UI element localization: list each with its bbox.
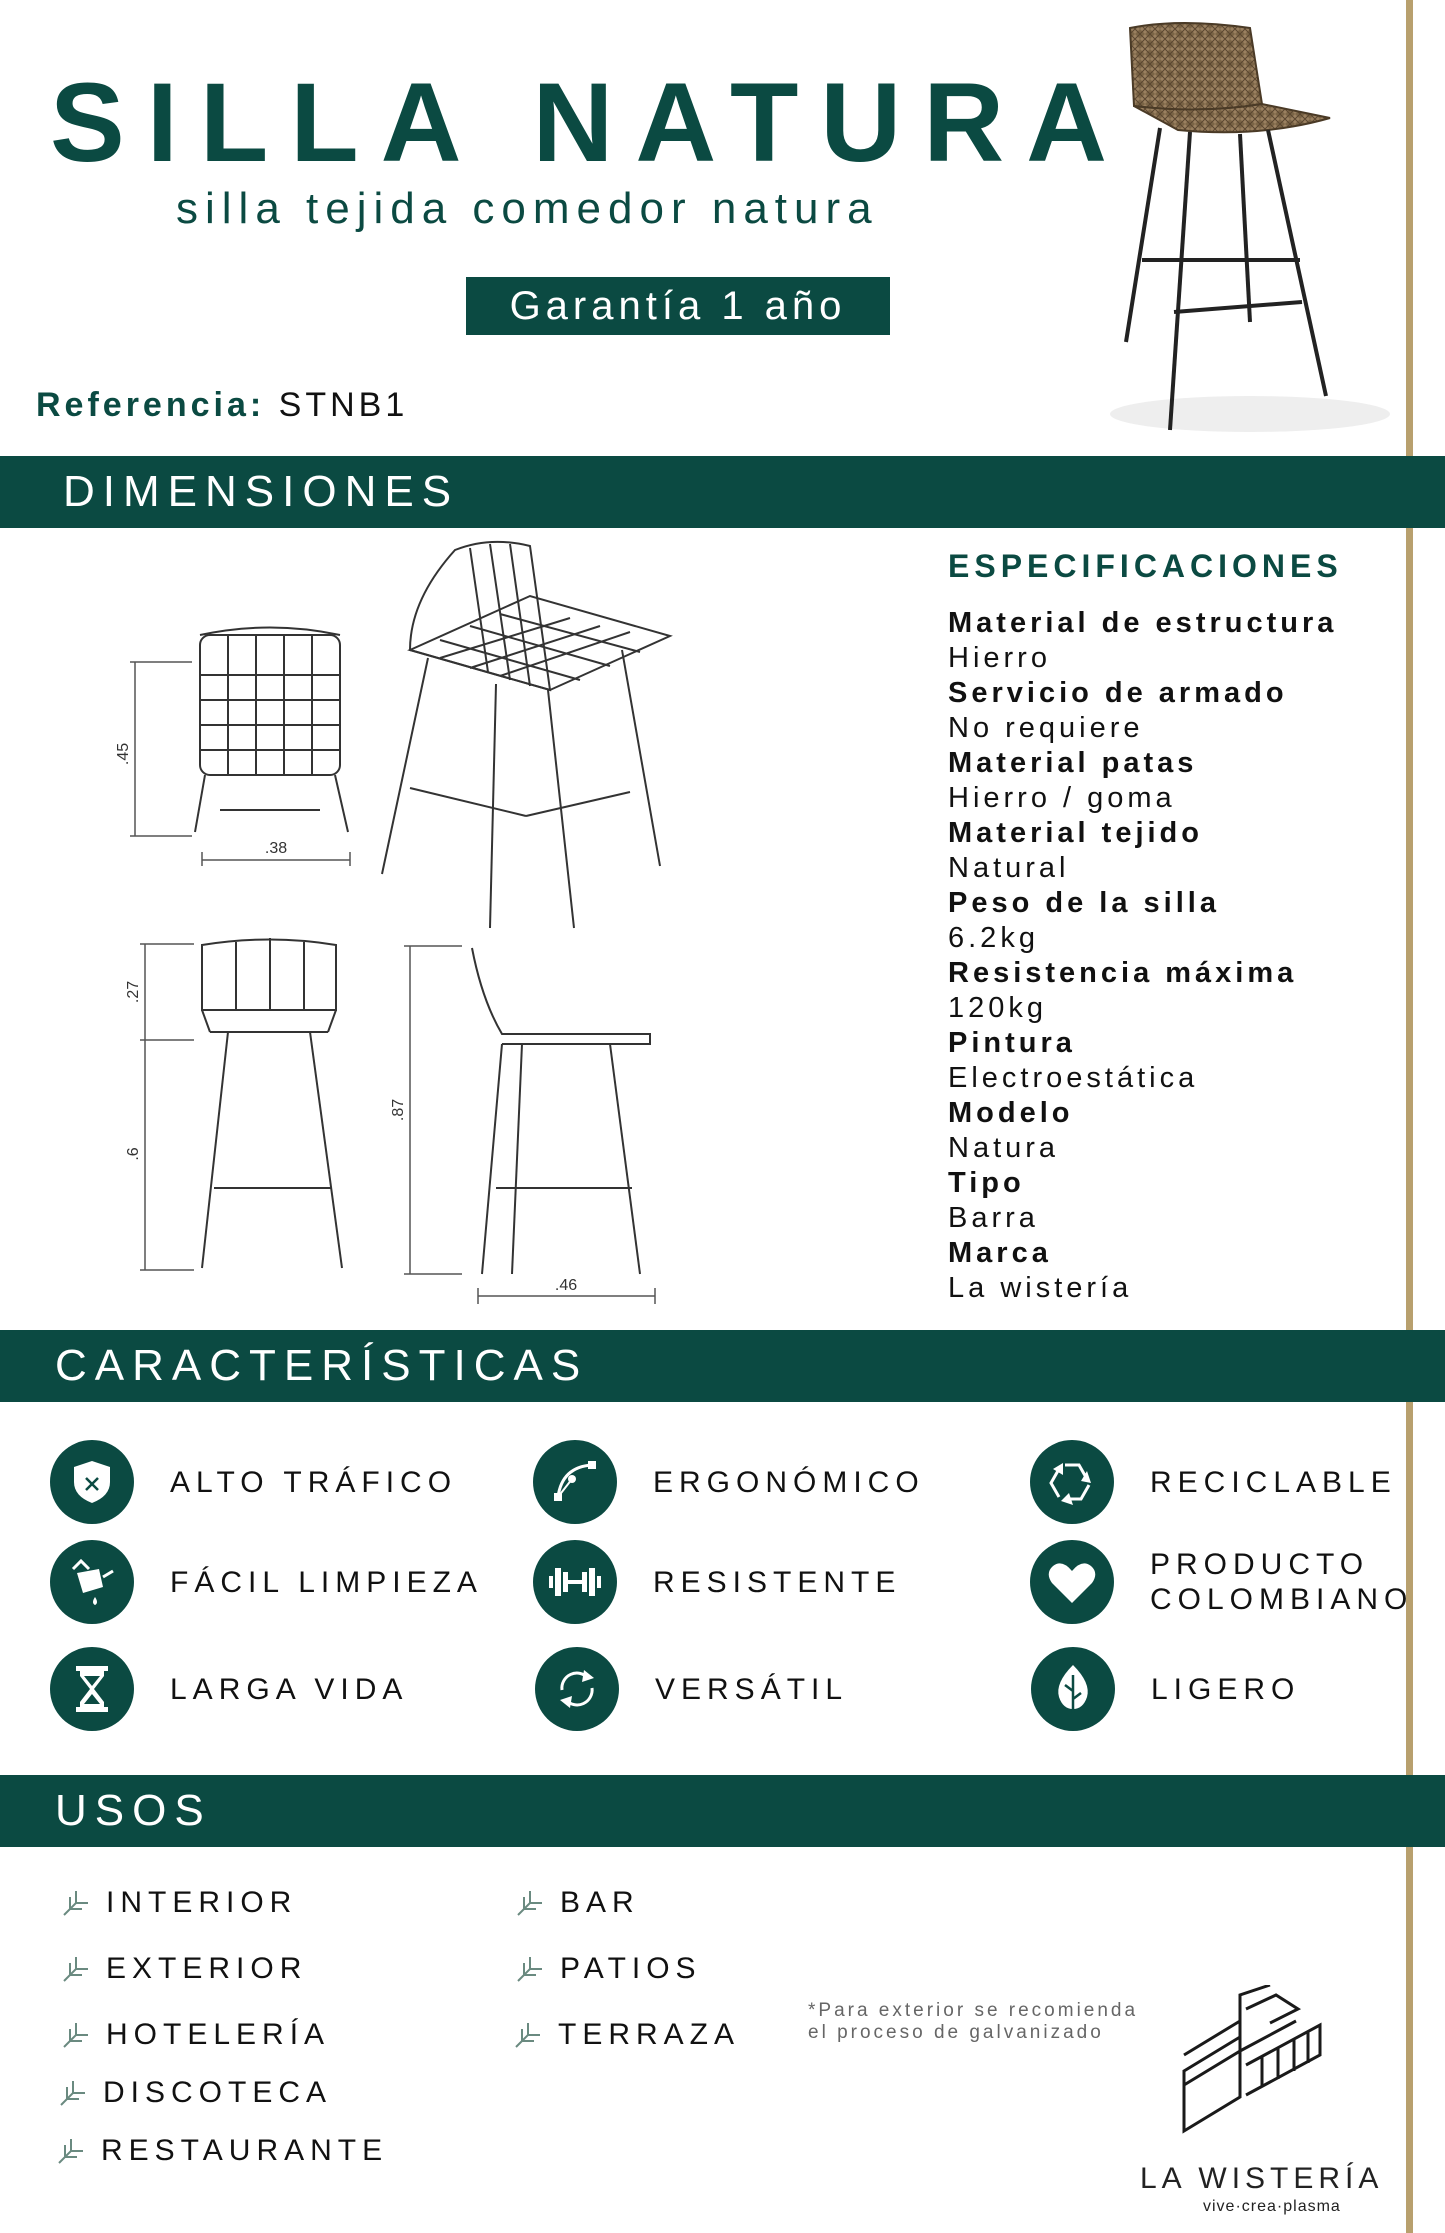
- spec-row: [948, 1096, 1408, 1166]
- technical-drawings: [110, 540, 690, 1310]
- dim-total-height: .87: [390, 1098, 407, 1122]
- leaf-icon: [60, 1887, 92, 1919]
- spec-row: [948, 956, 1408, 1026]
- feature-label: ERGONÓMICO: [653, 1465, 925, 1499]
- leaf-icon: [55, 2135, 87, 2167]
- feature-label: VERSÁTIL: [655, 1672, 849, 1706]
- use-item: [60, 2018, 330, 2052]
- note-line2: el proceso de galvanizado: [808, 2022, 1104, 2043]
- feature-label-line2: COLOMBIANO: [1150, 1583, 1414, 1616]
- spec-row: [948, 816, 1408, 886]
- feature-label: RECICLABLE: [1150, 1465, 1397, 1499]
- use-label: TERRAZA: [558, 2018, 741, 2051]
- reference: [36, 386, 408, 425]
- feature-label: LARGA VIDA: [170, 1672, 409, 1706]
- watering-can-icon: [50, 1540, 134, 1624]
- brand-tagline: vive·crea·plasma: [1203, 2198, 1341, 2215]
- features-title: CARACTERÍSTICAS: [55, 1341, 589, 1390]
- use-item: [514, 1952, 702, 1986]
- spec-value: 6.2kg: [948, 922, 1039, 954]
- leaf-icon: [514, 1953, 546, 1985]
- spec-value: 120kg: [948, 992, 1048, 1024]
- brand-logo: [1180, 1985, 1330, 2145]
- spec-value: Hierro: [948, 642, 1051, 674]
- spec-row: [948, 1026, 1408, 1096]
- use-label: BAR: [560, 1886, 640, 1919]
- feature-versatil: [535, 1647, 848, 1731]
- use-label: RESTAURANTE: [101, 2134, 389, 2167]
- dim-front-height: .45: [115, 742, 132, 766]
- use-label: DISCOTECA: [103, 2076, 333, 2109]
- spec-row: [948, 606, 1408, 676]
- dim-back-height: .27: [125, 980, 142, 1004]
- spec-label: Marca: [948, 1237, 1052, 1269]
- heart-icon: [1030, 1540, 1114, 1624]
- spec-label: Pintura: [948, 1027, 1076, 1059]
- spec-row: [948, 1166, 1408, 1236]
- use-item: [514, 1886, 640, 1920]
- shield-icon: [50, 1440, 134, 1524]
- galvanizing-note: [808, 2000, 1138, 2044]
- feature-label: LIGERO: [1151, 1672, 1301, 1706]
- feature-label-line1: PRODUCTO: [1150, 1548, 1370, 1581]
- feature-ergonomico: [533, 1440, 925, 1524]
- uses-title: USOS: [55, 1786, 212, 1835]
- spec-row: [948, 1236, 1408, 1306]
- spec-label: Material de estructura: [948, 607, 1338, 639]
- spec-label: Tipo: [948, 1167, 1025, 1199]
- features-header: [0, 1330, 1445, 1402]
- use-item: [60, 1886, 297, 1920]
- leaf-icon: [1031, 1647, 1115, 1731]
- use-label: INTERIOR: [106, 1886, 298, 1919]
- feature-ligero: [1031, 1647, 1300, 1731]
- leaf-icon: [60, 2019, 92, 2051]
- reference-value: STNB1: [278, 386, 409, 424]
- dim-seat-height: .6: [125, 1147, 142, 1161]
- uses-header: [0, 1775, 1445, 1847]
- recycle-icon: [1030, 1440, 1114, 1524]
- spec-value: Electroestática: [948, 1062, 1199, 1094]
- spec-row: [948, 676, 1408, 746]
- spec-value: Natural: [948, 852, 1070, 884]
- dim-front-width: .38: [264, 840, 288, 857]
- spec-label: Resistencia máxima: [948, 957, 1298, 989]
- spec-value: Hierro / goma: [948, 782, 1176, 814]
- spec-label: Servicio de armado: [948, 677, 1288, 709]
- spec-value: No requiere: [948, 712, 1144, 744]
- feature-larga-vida: [50, 1647, 408, 1731]
- leaf-icon: [57, 2077, 89, 2109]
- bezier-curve-icon: [533, 1440, 617, 1524]
- feature-producto-colombiano: [1030, 1540, 1413, 1624]
- use-label: HOTELERÍA: [106, 2018, 331, 2051]
- feature-label: ALTO TRÁFICO: [170, 1465, 458, 1499]
- dim-depth: .46: [554, 1277, 578, 1294]
- spec-label: Material patas: [948, 747, 1198, 779]
- feature-alto-trafico: [50, 1440, 457, 1524]
- specs-list: [948, 606, 1408, 1306]
- spec-value: Barra: [948, 1202, 1039, 1234]
- use-item: [57, 2076, 332, 2110]
- warranty-badge: Garantía 1 año: [466, 277, 890, 335]
- feature-reciclable: [1030, 1440, 1397, 1524]
- feature-label: FÁCIL LIMPIEZA: [170, 1565, 483, 1599]
- reference-label: Referencia:: [36, 386, 266, 424]
- leaf-icon: [514, 1887, 546, 1919]
- spec-row: [948, 886, 1408, 956]
- feature-facil-limpieza: [50, 1540, 483, 1624]
- product-subtitle: silla tejida comedor natura: [176, 184, 879, 233]
- product-title: SILLA NATURA: [50, 60, 1130, 185]
- use-item: [512, 2018, 740, 2052]
- spec-value: La wistería: [948, 1272, 1133, 1304]
- spec-value: Natura: [948, 1132, 1060, 1164]
- use-label: EXTERIOR: [106, 1952, 308, 1985]
- leaf-icon: [512, 2019, 544, 2051]
- spec-row: [948, 746, 1408, 816]
- dimensions-header: [0, 456, 1445, 528]
- feature-label: RESISTENTE: [653, 1565, 902, 1599]
- feature-resistente: [533, 1540, 901, 1624]
- spec-label: Material tejido: [948, 817, 1203, 849]
- dimensions-title: DIMENSIONES: [63, 467, 460, 516]
- use-item: [55, 2134, 388, 2168]
- use-item: [60, 1952, 307, 1986]
- specs-title: ESPECIFICACIONES: [948, 548, 1343, 584]
- note-line1: *Para exterior se recomienda: [808, 2000, 1139, 2021]
- dumbbell-icon: [533, 1540, 617, 1624]
- spec-label: Modelo: [948, 1097, 1074, 1129]
- leaf-icon: [60, 1953, 92, 1985]
- use-label: PATIOS: [560, 1952, 702, 1985]
- spec-label: Peso de la silla: [948, 887, 1220, 919]
- brand-name: LA WISTERÍA: [1140, 2162, 1384, 2195]
- chair-product-image: [1090, 14, 1390, 444]
- hourglass-icon: [50, 1647, 134, 1731]
- rotate-arrows-icon: [535, 1647, 619, 1731]
- feature-label: [1150, 1547, 1413, 1617]
